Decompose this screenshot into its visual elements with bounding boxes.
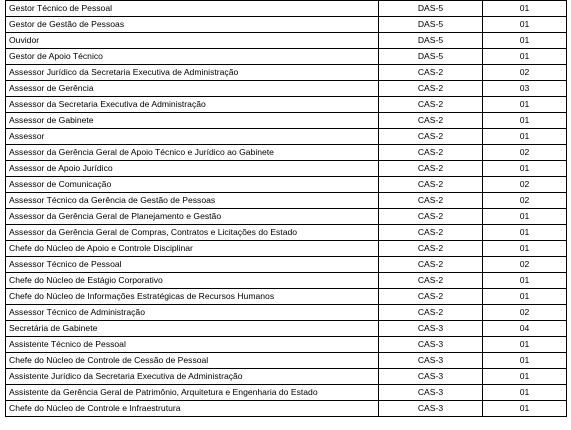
position-name-cell: Assessor Técnico de Pessoal bbox=[6, 257, 379, 273]
position-name-cell: Assessor da Gerência Geral de Compras, Contratos e Licitações do Estado bbox=[6, 225, 379, 241]
position-name-cell: Assistente da Gerência Geral de Patrimônio, Arquitetura e Engenharia do Estado bbox=[6, 385, 379, 401]
position-quantity-cell: 01 bbox=[483, 337, 567, 353]
position-quantity-cell: 01 bbox=[483, 113, 567, 129]
position-quantity-cell: 01 bbox=[483, 33, 567, 49]
positions-table bbox=[5, 0, 567, 417]
position-code-cell: DAS-5 bbox=[379, 33, 483, 49]
table-row bbox=[6, 401, 567, 417]
position-code-cell: CAS-3 bbox=[379, 337, 483, 353]
table-row bbox=[6, 385, 567, 401]
position-quantity-cell: 01 bbox=[483, 353, 567, 369]
position-quantity-cell: 01 bbox=[483, 49, 567, 65]
position-code-cell: CAS-3 bbox=[379, 321, 483, 337]
position-name-cell: Assessor da Gerência Geral de Apoio Técnico e Jurídico ao Gabinete bbox=[6, 145, 379, 161]
position-name-cell: Gestor de Apoio Técnico bbox=[6, 49, 379, 65]
position-name-cell: Assessor da Secretaria Executiva de Administração bbox=[6, 97, 379, 113]
position-code-cell: CAS-2 bbox=[379, 193, 483, 209]
position-code-cell: CAS-2 bbox=[379, 177, 483, 193]
table-row bbox=[6, 305, 567, 321]
table-row bbox=[6, 241, 567, 257]
table-row bbox=[6, 337, 567, 353]
table-row bbox=[6, 289, 567, 305]
position-code-cell: CAS-2 bbox=[379, 65, 483, 81]
position-quantity-cell: 02 bbox=[483, 305, 567, 321]
position-quantity-cell: 01 bbox=[483, 289, 567, 305]
position-quantity-cell: 02 bbox=[483, 65, 567, 81]
table-row bbox=[6, 113, 567, 129]
position-code-cell: DAS-5 bbox=[379, 49, 483, 65]
position-code-cell: CAS-2 bbox=[379, 257, 483, 273]
table-row bbox=[6, 81, 567, 97]
position-quantity-cell: 01 bbox=[483, 385, 567, 401]
table-row bbox=[6, 97, 567, 113]
position-name-cell: Gestor Técnico de Pessoal bbox=[6, 1, 379, 17]
position-name-cell: Assistente Jurídico da Secretaria Executiva de Administração bbox=[6, 369, 379, 385]
table-row bbox=[6, 33, 567, 49]
table-row bbox=[6, 17, 567, 33]
table-row bbox=[6, 321, 567, 337]
position-code-cell: CAS-2 bbox=[379, 225, 483, 241]
position-name-cell: Chefe do Núcleo de Controle e Infraestrutura bbox=[6, 401, 379, 417]
position-quantity-cell: 01 bbox=[483, 209, 567, 225]
table-row bbox=[6, 1, 567, 17]
position-quantity-cell: 01 bbox=[483, 161, 567, 177]
position-code-cell: CAS-3 bbox=[379, 401, 483, 417]
position-name-cell: Secretária de Gabinete bbox=[6, 321, 379, 337]
position-code-cell: CAS-2 bbox=[379, 273, 483, 289]
position-quantity-cell: 03 bbox=[483, 81, 567, 97]
position-name-cell: Assessor bbox=[6, 129, 379, 145]
position-name-cell: Chefe do Núcleo de Informações Estratégicas de Recursos Humanos bbox=[6, 289, 379, 305]
position-quantity-cell: 01 bbox=[483, 369, 567, 385]
position-quantity-cell: 02 bbox=[483, 193, 567, 209]
position-quantity-cell: 02 bbox=[483, 177, 567, 193]
position-code-cell: CAS-3 bbox=[379, 353, 483, 369]
table-row bbox=[6, 257, 567, 273]
position-code-cell: CAS-2 bbox=[379, 81, 483, 97]
table-row bbox=[6, 145, 567, 161]
position-quantity-cell: 01 bbox=[483, 241, 567, 257]
position-name-cell: Assessor de Gerência bbox=[6, 81, 379, 97]
position-code-cell: CAS-2 bbox=[379, 289, 483, 305]
position-code-cell: CAS-2 bbox=[379, 97, 483, 113]
position-code-cell: CAS-2 bbox=[379, 241, 483, 257]
position-quantity-cell: 01 bbox=[483, 273, 567, 289]
positions-table-body bbox=[6, 1, 567, 417]
position-name-cell: Gestor de Gestão de Pessoas bbox=[6, 17, 379, 33]
table-row bbox=[6, 273, 567, 289]
position-quantity-cell: 01 bbox=[483, 1, 567, 17]
position-quantity-cell: 01 bbox=[483, 129, 567, 145]
document-page bbox=[5, 0, 566, 417]
position-quantity-cell: 02 bbox=[483, 145, 567, 161]
position-name-cell: Assessor de Gabinete bbox=[6, 113, 379, 129]
position-code-cell: CAS-2 bbox=[379, 129, 483, 145]
position-code-cell: DAS-5 bbox=[379, 1, 483, 17]
position-code-cell: CAS-2 bbox=[379, 113, 483, 129]
table-row bbox=[6, 161, 567, 177]
table-row bbox=[6, 209, 567, 225]
position-quantity-cell: 04 bbox=[483, 321, 567, 337]
position-name-cell: Chefe do Núcleo de Estágio Corporativo bbox=[6, 273, 379, 289]
table-row bbox=[6, 369, 567, 385]
position-quantity-cell: 01 bbox=[483, 401, 567, 417]
table-row bbox=[6, 129, 567, 145]
table-row bbox=[6, 353, 567, 369]
position-name-cell: Assessor Técnico de Administração bbox=[6, 305, 379, 321]
position-code-cell: CAS-3 bbox=[379, 385, 483, 401]
position-code-cell: DAS-5 bbox=[379, 17, 483, 33]
position-name-cell: Assessor Técnico da Gerência de Gestão de Pessoas bbox=[6, 193, 379, 209]
position-name-cell: Chefe do Núcleo de Controle de Cessão de Pessoal bbox=[6, 353, 379, 369]
position-name-cell: Assessor de Apoio Jurídico bbox=[6, 161, 379, 177]
position-name-cell: Assessor de Comunicação bbox=[6, 177, 379, 193]
position-name-cell: Assistente Técnico de Pessoal bbox=[6, 337, 379, 353]
position-code-cell: CAS-2 bbox=[379, 161, 483, 177]
position-quantity-cell: 02 bbox=[483, 257, 567, 273]
position-name-cell: Assessor da Gerência Geral de Planejamento e Gestão bbox=[6, 209, 379, 225]
table-row bbox=[6, 65, 567, 81]
position-name-cell: Chefe do Núcleo de Apoio e Controle Disciplinar bbox=[6, 241, 379, 257]
position-quantity-cell: 01 bbox=[483, 97, 567, 113]
table-row bbox=[6, 193, 567, 209]
position-code-cell: CAS-2 bbox=[379, 209, 483, 225]
position-quantity-cell: 01 bbox=[483, 225, 567, 241]
position-name-cell: Assessor Jurídico da Secretaria Executiva de Administração bbox=[6, 65, 379, 81]
position-quantity-cell: 01 bbox=[483, 17, 567, 33]
position-code-cell: CAS-3 bbox=[379, 369, 483, 385]
table-row bbox=[6, 49, 567, 65]
table-row bbox=[6, 177, 567, 193]
position-code-cell: CAS-2 bbox=[379, 305, 483, 321]
table-row bbox=[6, 225, 567, 241]
position-name-cell: Ouvidor bbox=[6, 33, 379, 49]
position-code-cell: CAS-2 bbox=[379, 145, 483, 161]
